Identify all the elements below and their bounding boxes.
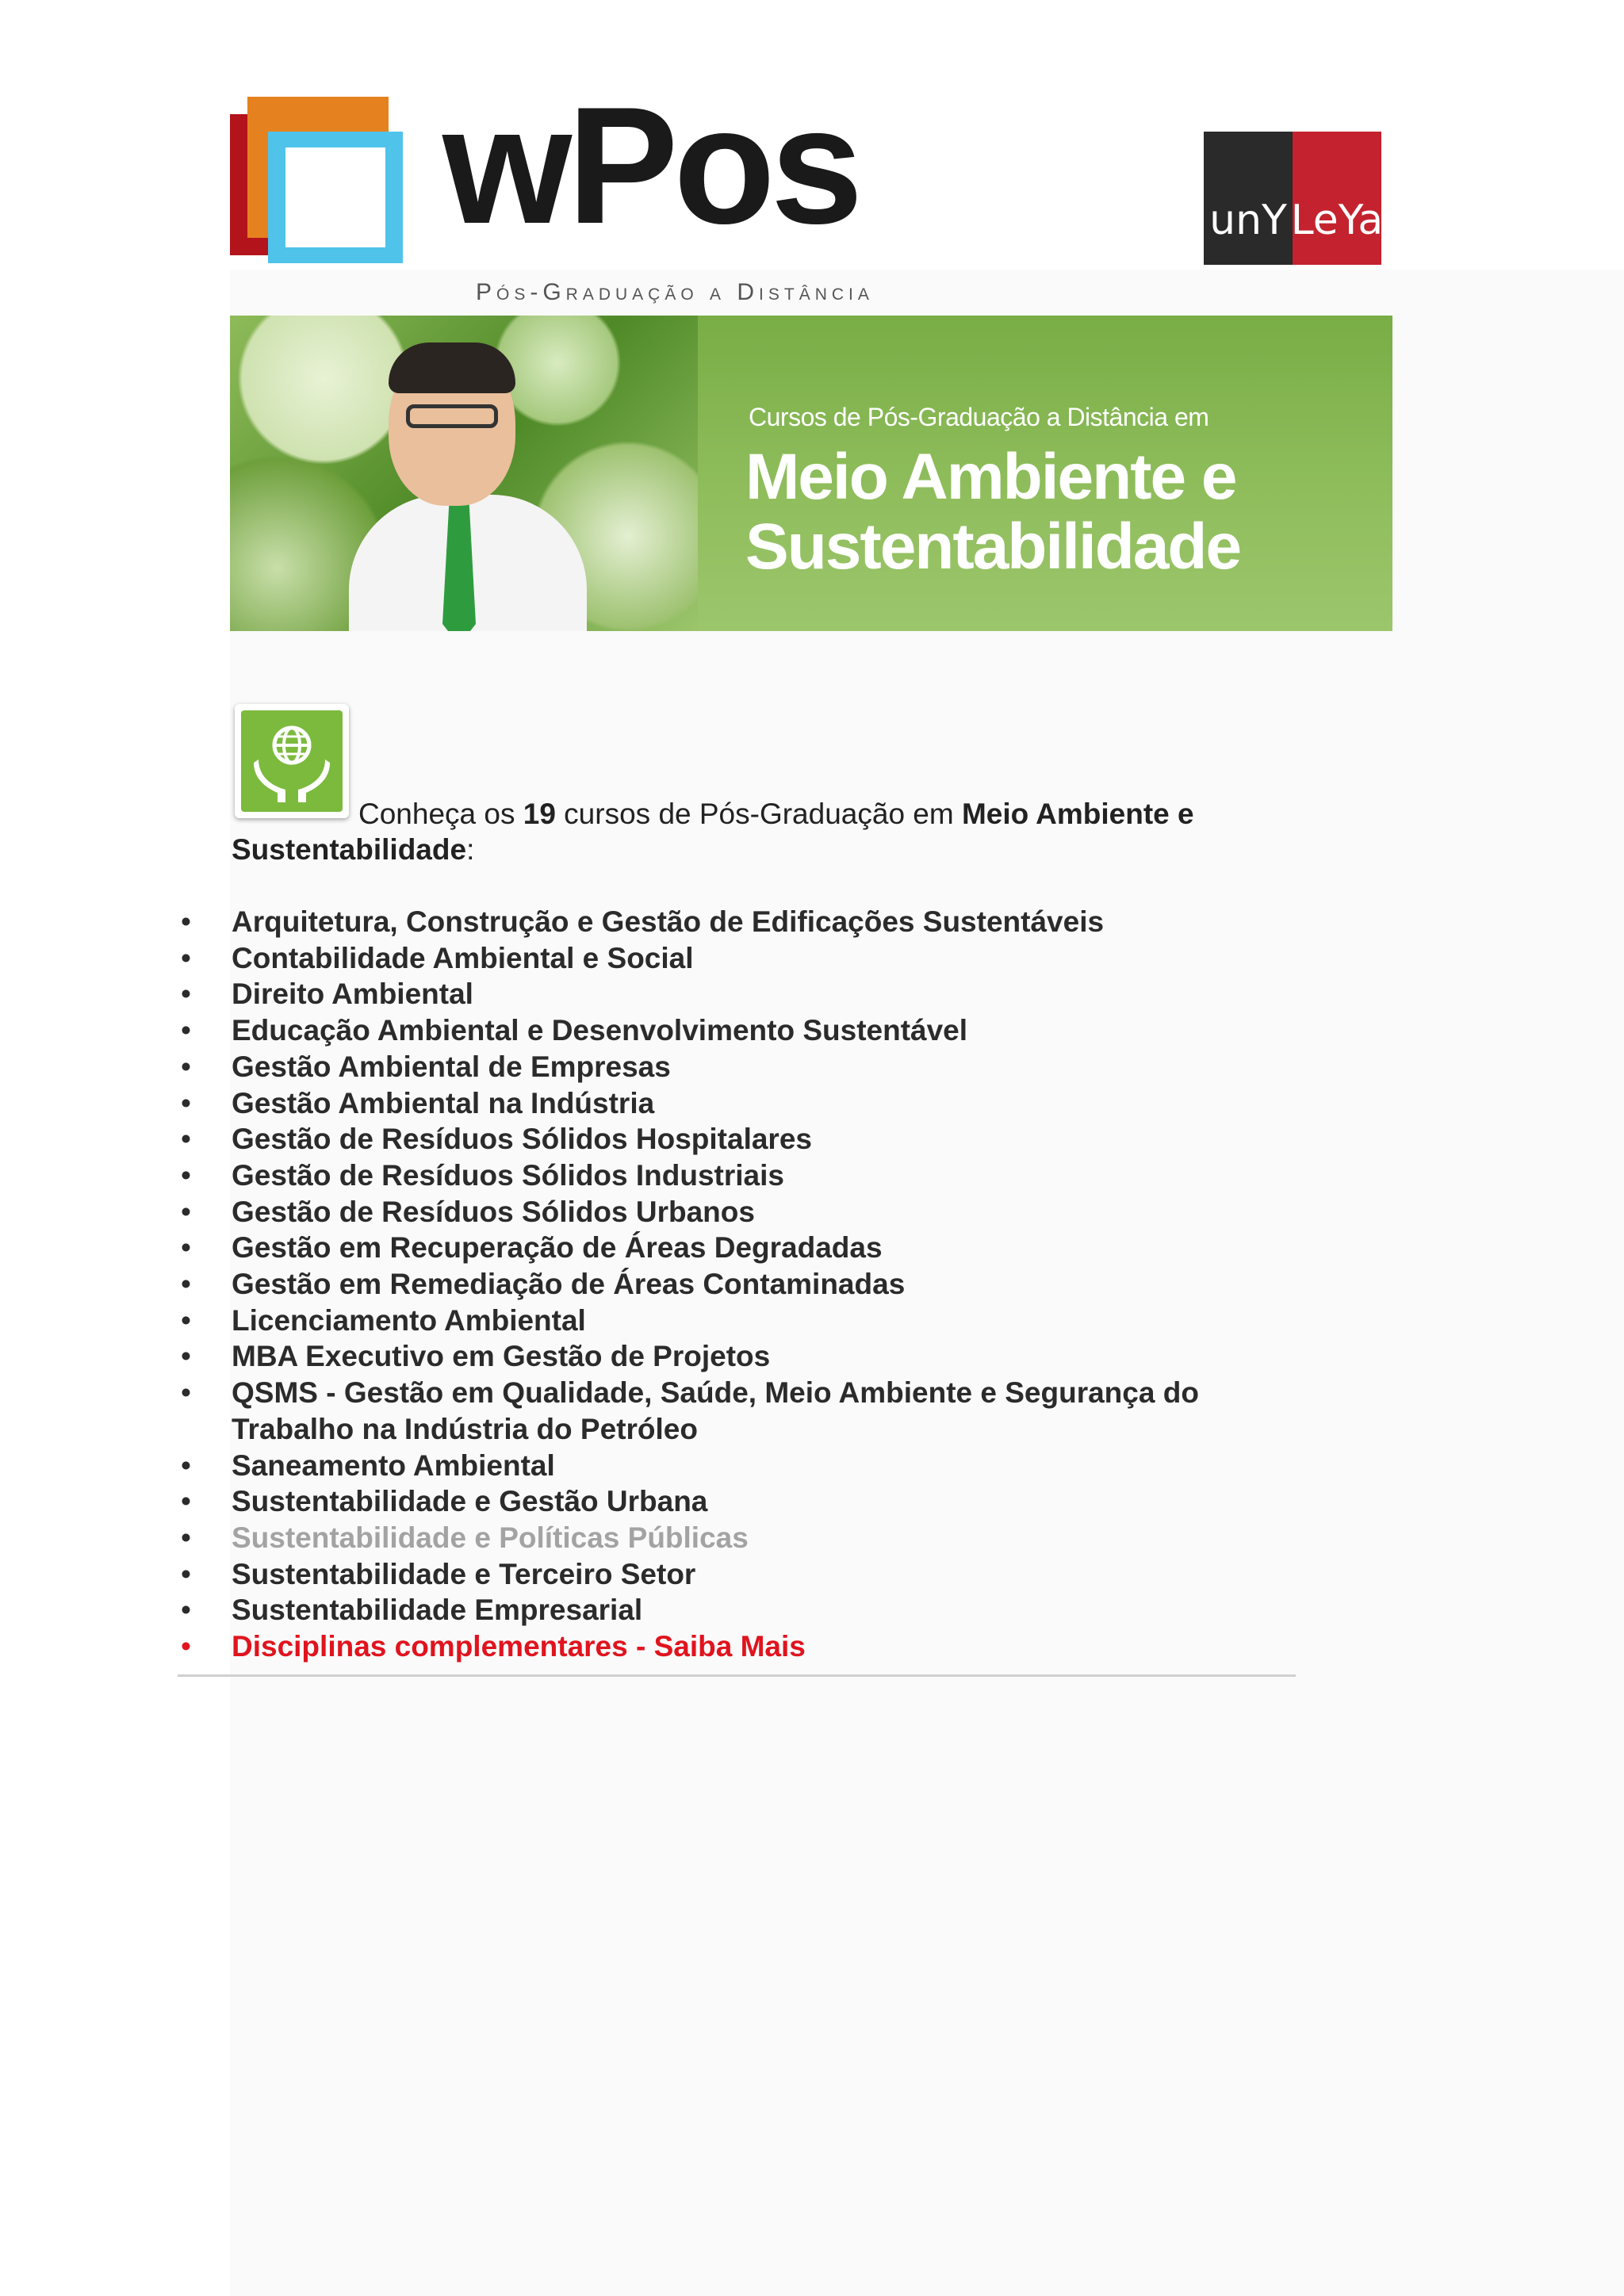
course-item: • Sustentabilidade Empresarial	[232, 1592, 1310, 1628]
course-item-muted: • Sustentabilidade e Políticas Públicas	[232, 1520, 1310, 1556]
person-hair	[389, 342, 515, 393]
logo-tagline: Pós-Graduação a Distância	[476, 279, 874, 305]
course-item: • QSMS - Gestão em Qualidade, Saúde, Meio Ambiente e Segurança do Trabalho na Indústria do Petróleo	[232, 1375, 1310, 1447]
course-item: • Arquitetura, Construção e Gestão de Edificações Sustentáveis	[232, 904, 1310, 940]
course-item: • MBA Executivo em Gestão de Projetos	[232, 1338, 1310, 1375]
course-item: • Gestão Ambiental na Indústria	[232, 1085, 1310, 1122]
course-count: 19	[523, 798, 556, 830]
course-item: • Contabilidade Ambiental e Social	[232, 940, 1310, 977]
course-item: • Licenciamento Ambiental	[232, 1303, 1310, 1339]
unyleya-logo-right	[1290, 132, 1384, 265]
banner-photo	[230, 316, 698, 631]
course-item: • Gestão em Recuperação de Áreas Degradadas	[232, 1230, 1310, 1266]
banner-subtitle: Cursos de Pós-Graduação a Distância em	[749, 403, 1209, 431]
course-list	[232, 904, 1310, 1665]
intro-prefix: Conheça os	[358, 798, 523, 830]
intro-middle: cursos de Pós-Graduação em	[555, 798, 962, 830]
course-item: • Gestão de Resíduos Sólidos Urbanos	[232, 1194, 1310, 1230]
banner-title	[745, 442, 1240, 582]
intro-area-part2: Sustentabilidade	[232, 833, 467, 866]
course-item: • Sustentabilidade e Terceiro Setor	[232, 1556, 1310, 1593]
unyleya-logo-left	[1204, 132, 1293, 265]
person-glasses	[406, 404, 498, 428]
course-item: • Educação Ambiental e Desenvolvimento Sustentável	[232, 1012, 1310, 1049]
course-item: • Gestão de Resíduos Sólidos Industriais	[232, 1158, 1310, 1194]
course-banner	[230, 316, 1392, 631]
logo-wordmark: wPos	[442, 72, 859, 258]
banner-title-line2: Sustentabilidade	[745, 511, 1241, 583]
banner-text-panel	[698, 316, 1392, 631]
course-item: • Direito Ambiental	[232, 976, 1310, 1012]
unyleya-left-text: unY	[1209, 197, 1287, 244]
course-item: • Saneamento Ambiental	[232, 1448, 1310, 1484]
logo-square-white	[285, 147, 385, 247]
course-item: • Gestão Ambiental de Empresas	[232, 1049, 1310, 1085]
wpos-logo	[230, 72, 1023, 311]
course-item: • Gestão em Remediação de Áreas Contaminadas	[232, 1266, 1310, 1303]
saiba-mais-link[interactable]: • Disciplinas complementares - Saiba Mais	[232, 1628, 1310, 1665]
unyleya-right-text: LeYa	[1290, 197, 1384, 244]
banner-title-line1: Meio Ambiente e	[745, 441, 1236, 513]
intro-text	[232, 796, 1262, 867]
intro-area-part1: Meio Ambiente e	[961, 798, 1194, 830]
horizontal-divider	[178, 1674, 1296, 1677]
unyleya-logo	[1204, 132, 1384, 265]
course-item: • Gestão de Resíduos Sólidos Hospitalares	[232, 1121, 1310, 1158]
intro-suffix: :	[466, 833, 475, 866]
course-item: • Sustentabilidade e Gestão Urbana	[232, 1483, 1310, 1520]
intro-line1	[232, 796, 1262, 832]
